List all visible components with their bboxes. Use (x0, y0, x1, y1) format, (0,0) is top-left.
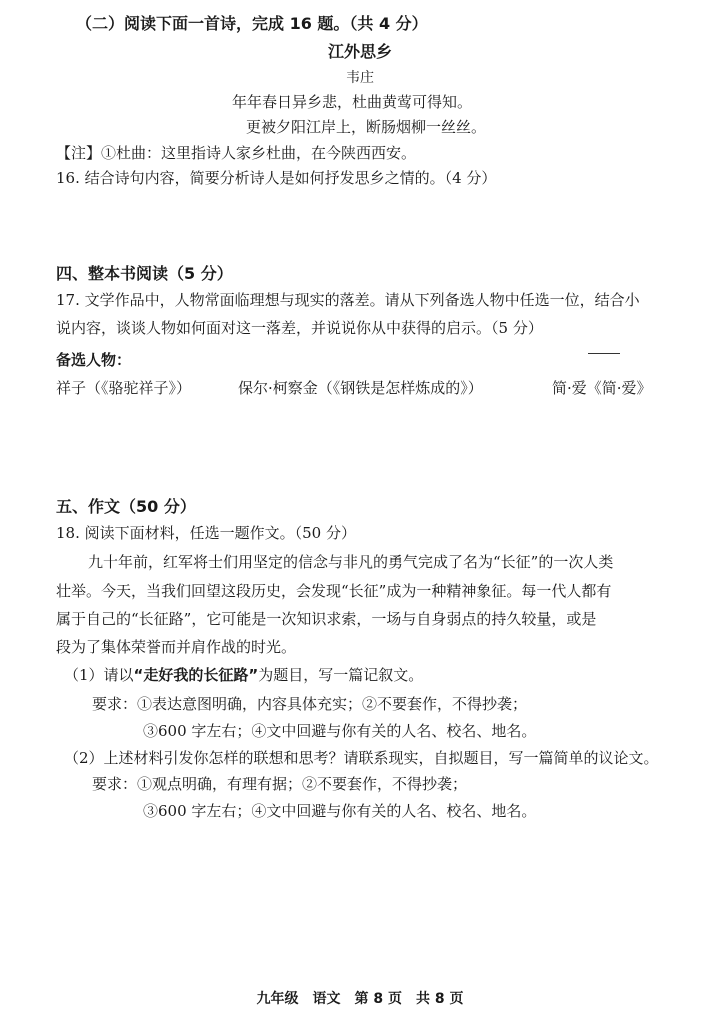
candidate-jane-eyre: 简·爱《简·爱》 (552, 379, 652, 397)
task-1-requirement-1: 要求：①表达意图明确，内容具体充实；②不要套作，不得抄袭； (92, 695, 528, 713)
question-17-line-2: 说内容，谈谈人物如何面对这一落差，并说说你从中获得的启示。（5 分） (56, 319, 543, 337)
task-2-requirement-1: 要求：①观点明确，有理有据；②不要套作，不得抄袭； (92, 775, 468, 793)
page-footer: 九年级 语文 第 8 页 共 8 页 (256, 991, 464, 1007)
task-2-requirement-2: ③600 字左右；④文中回避与你有关的人名、校名、地名。 (143, 802, 537, 820)
material-line-2: 壮举。今天，当我们回望这段历史，会发现“长征”成为一种精神象征。每一代人都有 (56, 582, 612, 600)
poem-line-2: 更被夕阳江岸上，断肠烟柳一丝丝。 (246, 118, 487, 136)
candidate-pavel: 保尔·柯察金（《钢铁是怎样炼成的》） (238, 379, 483, 397)
material-line-3: 属于自己的“长征路”，它可能是一次知识求索，一场与自身弱点的持久较量，或是 (56, 610, 597, 628)
material-line-4: 段为了集体荣誉而并肩作战的时光。 (56, 638, 297, 656)
poem-author: 韦庄 (346, 70, 374, 86)
section-5-title: 五、作文（50 分） (56, 497, 196, 516)
question-17-line-1: 17. 文学作品中，人物常面临理想与现实的落差。请从下列备选人物中任选一位，结合小 (56, 291, 640, 309)
stray-dash-mark (588, 353, 620, 354)
question-18: 18. 阅读下面材料，任选一题作文。（50 分） (56, 524, 356, 542)
task-1-requirement-2: ③600 字左右；④文中回避与你有关的人名、校名、地名。 (143, 722, 537, 740)
section-2-title: （二）阅读下面一首诗，完成 16 题。（共 4 分） (76, 14, 428, 33)
task-1 (64, 665, 423, 685)
poem-title: 江外思乡 (327, 42, 392, 61)
poem-line-1: 年年春日异乡悲，杜曲黄莺可得知。 (232, 93, 473, 111)
task-1-essay-title: “走好我的长征路” (133, 666, 259, 684)
task-2: （2）上述材料引发你怎样的联想和思考？请联系现实，自拟题目，写一篇简单的议论文。 (64, 749, 659, 767)
task-1-suffix: 为题目，写一篇记叙文。 (258, 666, 424, 684)
candidates-label: 备选人物： (56, 351, 132, 369)
candidate-xiangzi: 祥子（《骆驼祥子》） (56, 379, 192, 397)
poem-note: 【注】①杜曲：这里指诗人家乡杜曲，在今陕西西安。 (56, 144, 417, 162)
question-16: 16. 结合诗句内容，简要分析诗人是如何抒发思乡之情的。（4 分） (56, 169, 497, 187)
material-line-1: 九十年前，红军将士们用坚定的信念与非凡的勇气完成了名为“长征”的一次人类 (88, 553, 614, 571)
task-1-prefix: （1）请以 (64, 666, 134, 684)
section-4-title: 四、整本书阅读（5 分） (56, 264, 233, 283)
